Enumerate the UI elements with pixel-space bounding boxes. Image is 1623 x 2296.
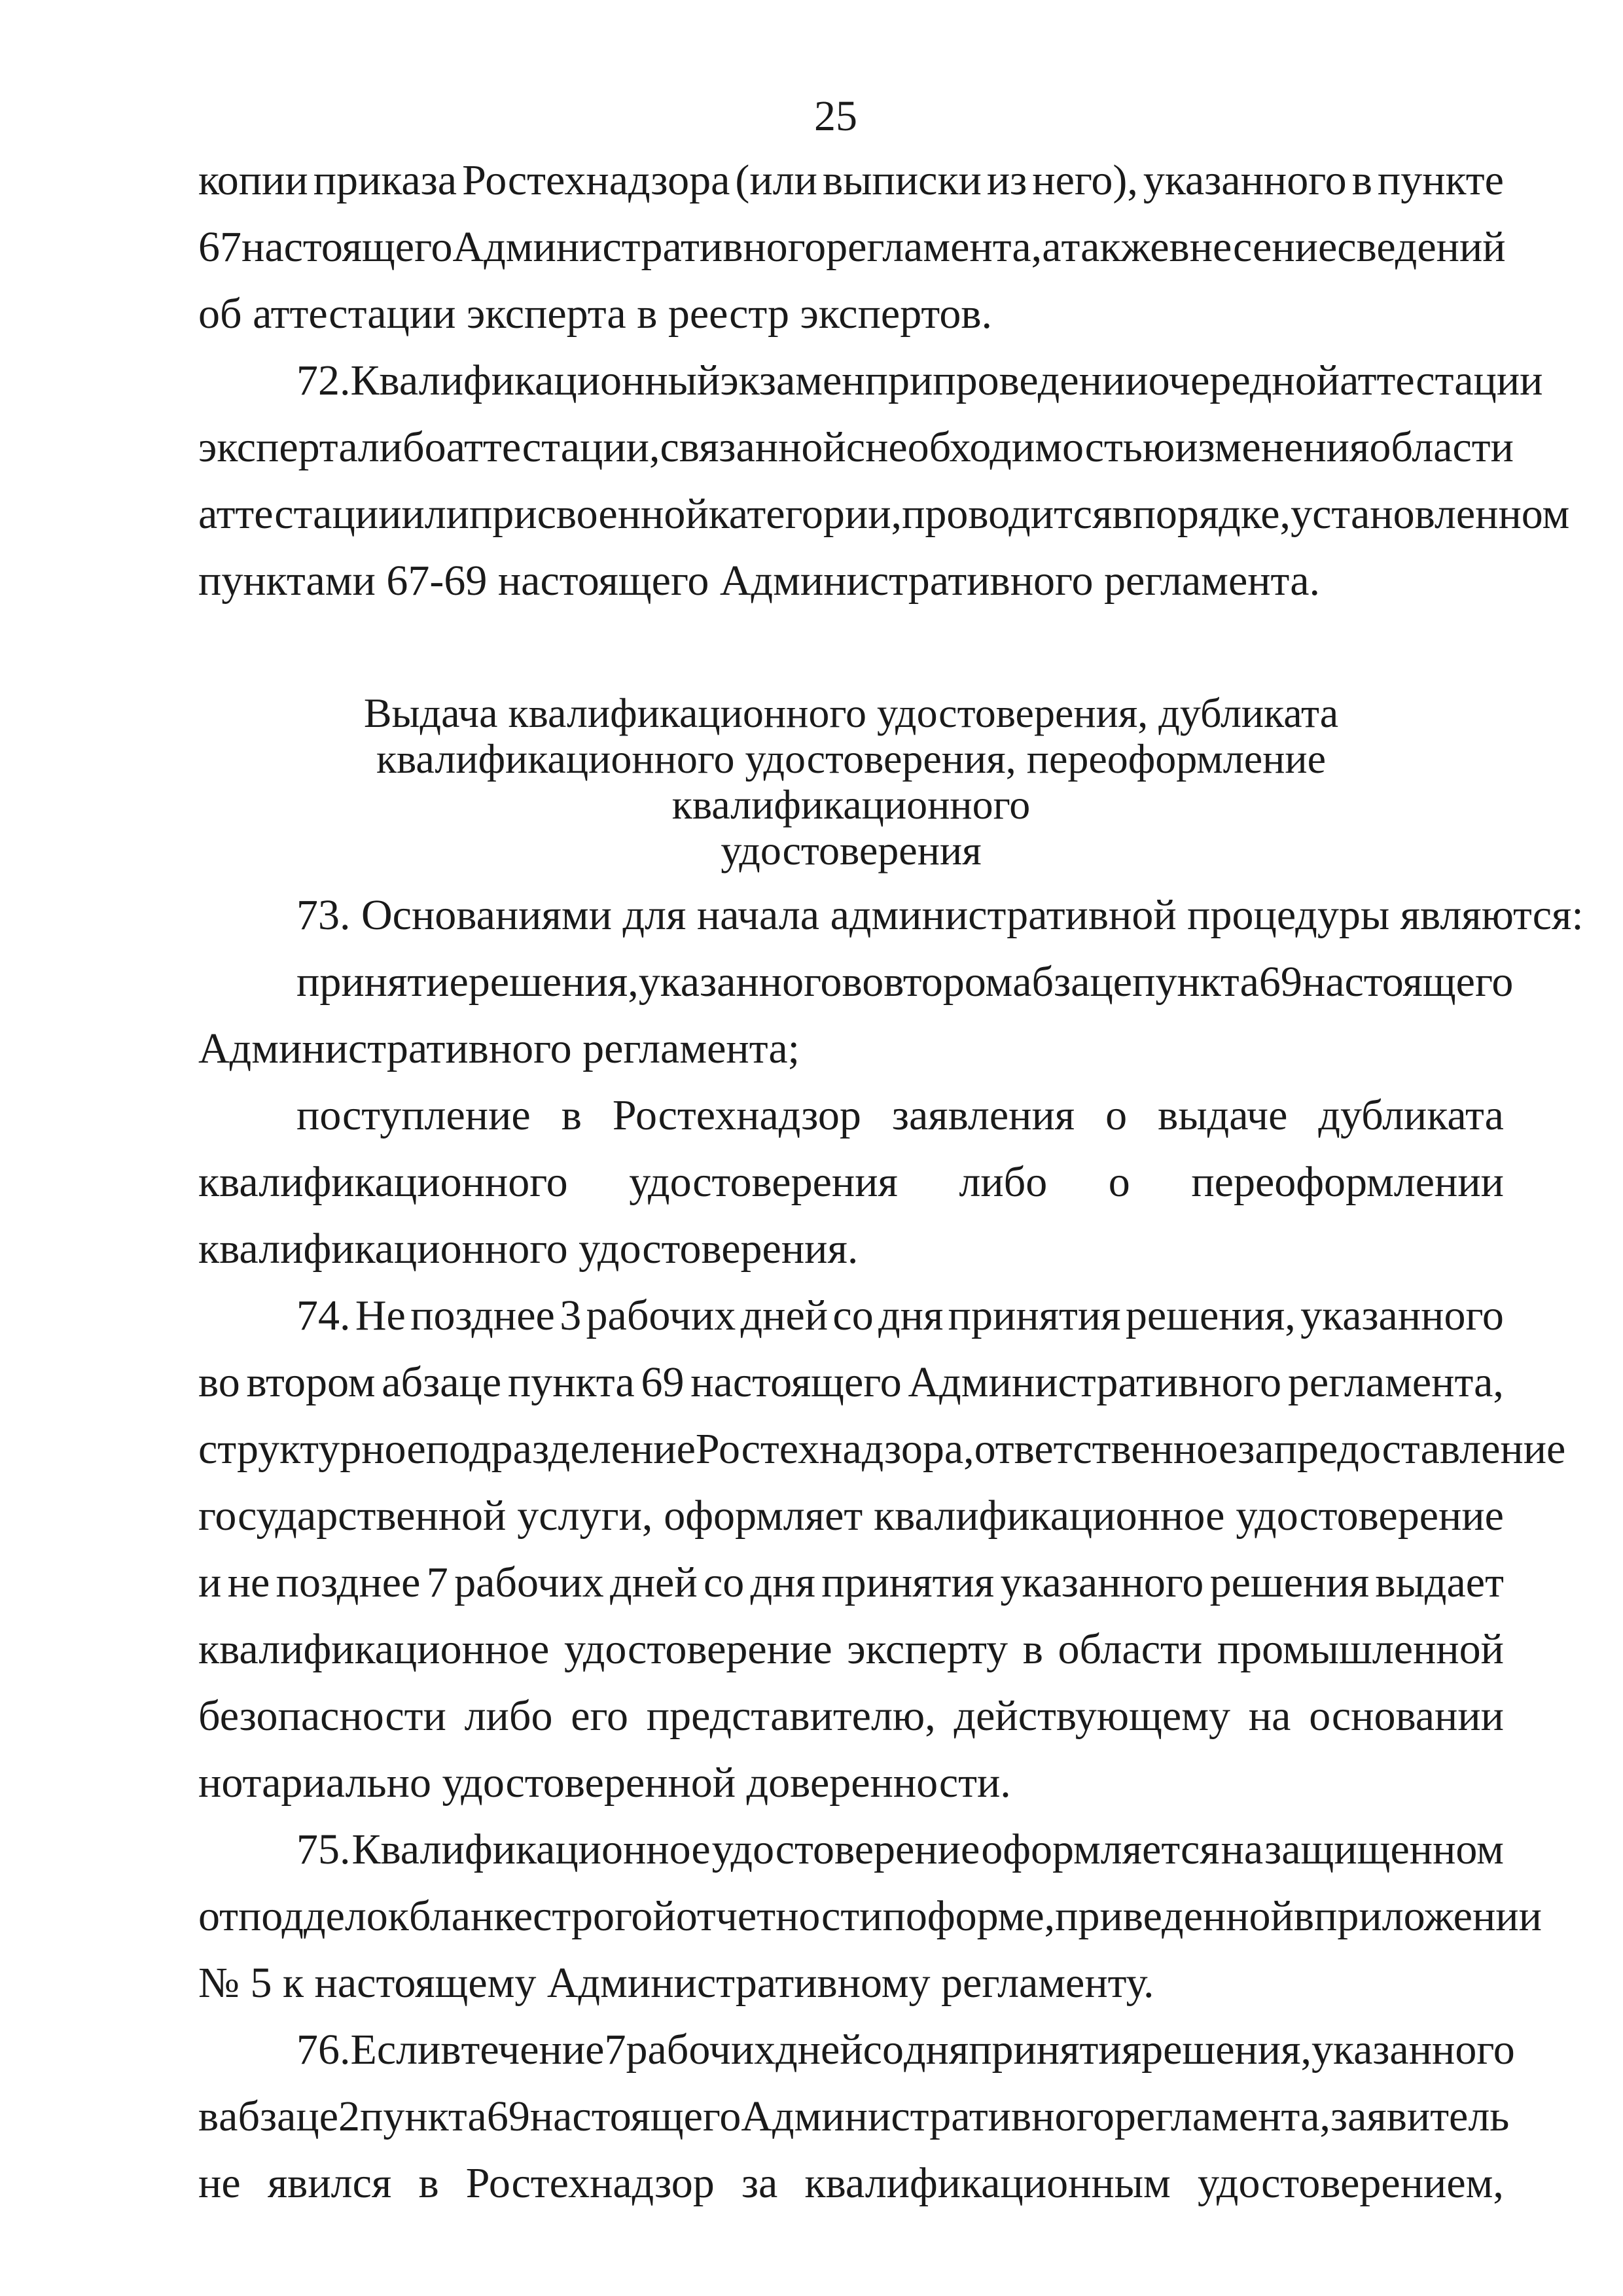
word: либо [464, 1692, 553, 1740]
word: аттестации [198, 490, 402, 538]
word: проведении [933, 357, 1149, 404]
word: Ростехнадзора, [695, 1425, 974, 1473]
word: 76. [296, 2026, 351, 2074]
word: на [1221, 1826, 1264, 1873]
word: в [198, 2093, 219, 2140]
text-line [198, 414, 1514, 481]
paragraph-73-item-b [198, 1082, 1504, 1282]
word: приказа [313, 156, 457, 204]
word: 74. [296, 1292, 351, 1339]
word: Ростехнадзор [612, 1091, 861, 1139]
word: квалификационным [804, 2159, 1171, 2207]
word: структурное [198, 1425, 426, 1473]
word: удостоверение [711, 1826, 980, 1873]
word: дня [903, 2026, 969, 2074]
word: 67 [198, 223, 241, 271]
word: не [227, 1559, 270, 1606]
word: изменения [1175, 423, 1370, 471]
word: решения, [1141, 2026, 1311, 2074]
word: о [1108, 1158, 1130, 1206]
word: в [561, 1091, 582, 1139]
paragraph-72 [198, 347, 1570, 614]
text-line [198, 1683, 1504, 1750]
word: эксперта [198, 423, 358, 471]
word: настоящего [241, 223, 453, 271]
text-line [198, 1082, 1504, 1149]
text-line: Административного регламента; [198, 1025, 800, 1072]
text-line [198, 147, 1504, 214]
paragraph-74 [198, 1282, 1566, 1816]
word: предоставление [1274, 1425, 1566, 1473]
word: либо [357, 423, 446, 471]
word: выдаче [1158, 1091, 1288, 1139]
word: квалификационного [198, 1158, 568, 1206]
word: оформляет [664, 1492, 863, 1540]
word: аттестации, [446, 423, 660, 471]
word: связанной [660, 423, 846, 471]
word: решения, [1125, 1292, 1296, 1339]
word: регламента, [1287, 1358, 1504, 1406]
word: решения [1209, 1559, 1370, 1606]
text-line [198, 1816, 1504, 1883]
word: либо [959, 1158, 1048, 1206]
word: дней [610, 1559, 698, 1606]
page-number: 25 [814, 92, 857, 140]
text-line [198, 481, 1570, 548]
word: также [1061, 223, 1169, 271]
word: принятия [948, 1292, 1121, 1339]
word: подразделение [425, 1425, 696, 1473]
word: 2 [338, 2093, 361, 2140]
text-block-top [198, 147, 1570, 614]
word: во [842, 958, 884, 1006]
word: установленном [1291, 490, 1570, 538]
word: очередной [1148, 357, 1340, 404]
word: него), [1032, 156, 1138, 204]
word: позднее [276, 1559, 421, 1606]
word: заявления [891, 1091, 1075, 1139]
text-line [198, 1149, 1504, 1216]
word: пункта [360, 2093, 487, 2140]
word: заявитель [1330, 2093, 1510, 2140]
word: промышленной [1217, 1625, 1504, 1673]
word: абзаце [219, 2093, 339, 2140]
word: течение [461, 2026, 605, 2074]
word: эксперту [847, 1625, 1008, 1673]
word: 69 [641, 1358, 685, 1406]
word: ответственное [974, 1425, 1238, 1473]
word: необходимостью [865, 423, 1175, 471]
word: оформляется [981, 1826, 1220, 1873]
text-block-main [198, 882, 1584, 2217]
word: абзаце [1012, 958, 1133, 1006]
word: при [865, 357, 933, 404]
word: в [418, 2159, 439, 2207]
paragraph-73 [198, 882, 1584, 949]
word: Квалификационное [351, 1826, 711, 1873]
word: услуги, [517, 1492, 653, 1540]
word: в [1351, 156, 1372, 204]
word: Не [355, 1292, 406, 1339]
word: и [198, 1559, 222, 1606]
word: настоящего [529, 2093, 741, 2140]
word: дубликата [1318, 1091, 1504, 1139]
word: 75. [296, 1826, 351, 1873]
text-line [198, 1883, 1542, 1950]
word: безопасности [198, 1692, 446, 1740]
text-line: пунктами 67-69 настоящего Административного регламента. [198, 557, 1321, 605]
text-line [198, 1483, 1504, 1549]
word: в [1022, 1625, 1043, 1673]
word: области [1058, 1625, 1203, 1673]
word: из [986, 156, 1027, 204]
word: позднее [410, 1292, 555, 1339]
word: за [741, 2159, 778, 2207]
word: проводится [902, 490, 1113, 538]
word: сведений [1337, 223, 1506, 271]
word: указанного [1311, 2026, 1515, 2074]
word: принятия [969, 2026, 1142, 2074]
text-line [198, 949, 1514, 1016]
word: приложении [1314, 1892, 1542, 1940]
text-line [198, 1416, 1566, 1483]
word: переоформлении [1191, 1158, 1504, 1206]
word: удостоверения [629, 1158, 898, 1206]
text-line [198, 1616, 1504, 1683]
word: Ростехнадзора [462, 156, 730, 204]
word: рабочих [454, 1559, 604, 1606]
word: со [832, 1292, 874, 1339]
word: 7 [604, 2026, 626, 2074]
word: указанного [1300, 1292, 1504, 1339]
word: Административного [908, 1358, 1282, 1406]
text-line [198, 1349, 1504, 1416]
word: 3 [560, 1292, 582, 1339]
word: втором [883, 958, 1013, 1006]
word: 72. [296, 357, 351, 404]
text-line: квалификационного удостоверения. [198, 1225, 859, 1273]
text-line [198, 214, 1504, 281]
heading-line: Выдача квалификационного удостоверения, дубликата [363, 690, 1339, 736]
word: приведенной [1055, 1892, 1294, 1940]
word: удостоверением, [1198, 2159, 1504, 2207]
word: присвоенной [469, 490, 709, 538]
word: форме, [927, 1892, 1056, 1940]
word: его [571, 1692, 628, 1740]
word: выписки [823, 156, 982, 204]
paragraph-73-item-a [198, 949, 1514, 1082]
word: явился [267, 2159, 392, 2207]
word: дня [878, 1292, 944, 1339]
word: пункте [1377, 156, 1504, 204]
heading-line: удостоверения [721, 827, 982, 874]
word: основании [1309, 1692, 1504, 1740]
word: квалификационное [198, 1625, 550, 1673]
word: 7 [426, 1559, 448, 1606]
word: со [863, 2026, 904, 2074]
word: не [198, 2159, 241, 2207]
word: в [1293, 1892, 1315, 1940]
word: втором [246, 1358, 376, 1406]
text-line: № 5 к настоящему Административному регламенту. [198, 1959, 1154, 2007]
word: настоящего [690, 1358, 902, 1406]
word: выдает [1375, 1559, 1504, 1606]
word: указанного [638, 958, 842, 1006]
word: дня [750, 1559, 815, 1606]
section-heading [198, 690, 1504, 874]
word: по [882, 1892, 927, 1940]
word: удостоверение [1236, 1492, 1504, 1540]
word: поступление [296, 1091, 531, 1139]
word: Если [350, 2026, 441, 2074]
word: рабочих [586, 1292, 736, 1339]
word: принятия [821, 1559, 995, 1606]
word: или [401, 490, 469, 538]
word: строгой [533, 1892, 676, 1940]
text-line [198, 2083, 1510, 2150]
word: квалификационное [874, 1492, 1225, 1540]
word: рабочих [626, 2026, 776, 2074]
word: решения, [468, 958, 639, 1006]
paragraph-continuation [198, 147, 1504, 347]
word: защищенном [1264, 1826, 1504, 1873]
word: дней [776, 2026, 863, 2074]
word: порядке, [1132, 490, 1291, 538]
word: о [1105, 1091, 1128, 1139]
word: указанного [1143, 156, 1347, 204]
word: (или [735, 156, 817, 204]
text-line: нотариально удостоверенной доверенности. [198, 1759, 1011, 1807]
word: пункта [507, 1358, 635, 1406]
word: с [846, 423, 866, 471]
word: настоящего [1302, 958, 1514, 1006]
word: подделок [238, 1892, 409, 1940]
word: Квалификационный [350, 357, 721, 404]
word: области [1369, 423, 1514, 471]
word: 69 [1258, 958, 1302, 1006]
word: регламента, [826, 223, 1043, 271]
word: категории, [708, 490, 902, 538]
word: за [1238, 1425, 1274, 1473]
heading-line: квалификационного удостоверения, переоформление квалификационного [376, 735, 1327, 828]
text-line [198, 2017, 1515, 2083]
word: во [198, 1358, 240, 1406]
text-line [198, 1549, 1504, 1616]
text-line [198, 2150, 1504, 2217]
word: указанного [1000, 1559, 1204, 1606]
word: действующему [954, 1692, 1230, 1740]
text-line: об аттестации эксперта в реестр экспертов. [198, 290, 992, 338]
word: дней [740, 1292, 829, 1339]
word: а [1042, 223, 1061, 271]
word: на [1248, 1692, 1291, 1740]
text-line [198, 347, 1543, 414]
word: в [1112, 490, 1133, 538]
word: копии [198, 156, 308, 204]
word: от [198, 1892, 238, 1940]
word: бланке [408, 1892, 533, 1940]
word: 69 [486, 2093, 530, 2140]
word: представителю, [646, 1692, 936, 1740]
word: экзамен [720, 357, 865, 404]
word: в [440, 2026, 461, 2074]
paragraph-75 [198, 1816, 1542, 2017]
word: принятие [296, 958, 469, 1006]
word: аттестации [1340, 357, 1543, 404]
text-line [198, 1282, 1504, 1349]
paragraph-76 [198, 2017, 1515, 2217]
word: внесение [1169, 223, 1338, 271]
word: отчетности [675, 1892, 883, 1940]
word: пункта [1132, 958, 1259, 1006]
word: Ростехнадзор [465, 2159, 715, 2207]
word: государственной [198, 1492, 507, 1540]
word: Административного [452, 223, 827, 271]
text-line: 73. Основаниями для начала административной процедуры являются: [296, 891, 1584, 939]
word: со [704, 1559, 745, 1606]
word: регламента, [1114, 2093, 1330, 2140]
word: абзаце [382, 1358, 502, 1406]
word: Административного [741, 2093, 1115, 2140]
word: удостоверение [563, 1625, 832, 1673]
